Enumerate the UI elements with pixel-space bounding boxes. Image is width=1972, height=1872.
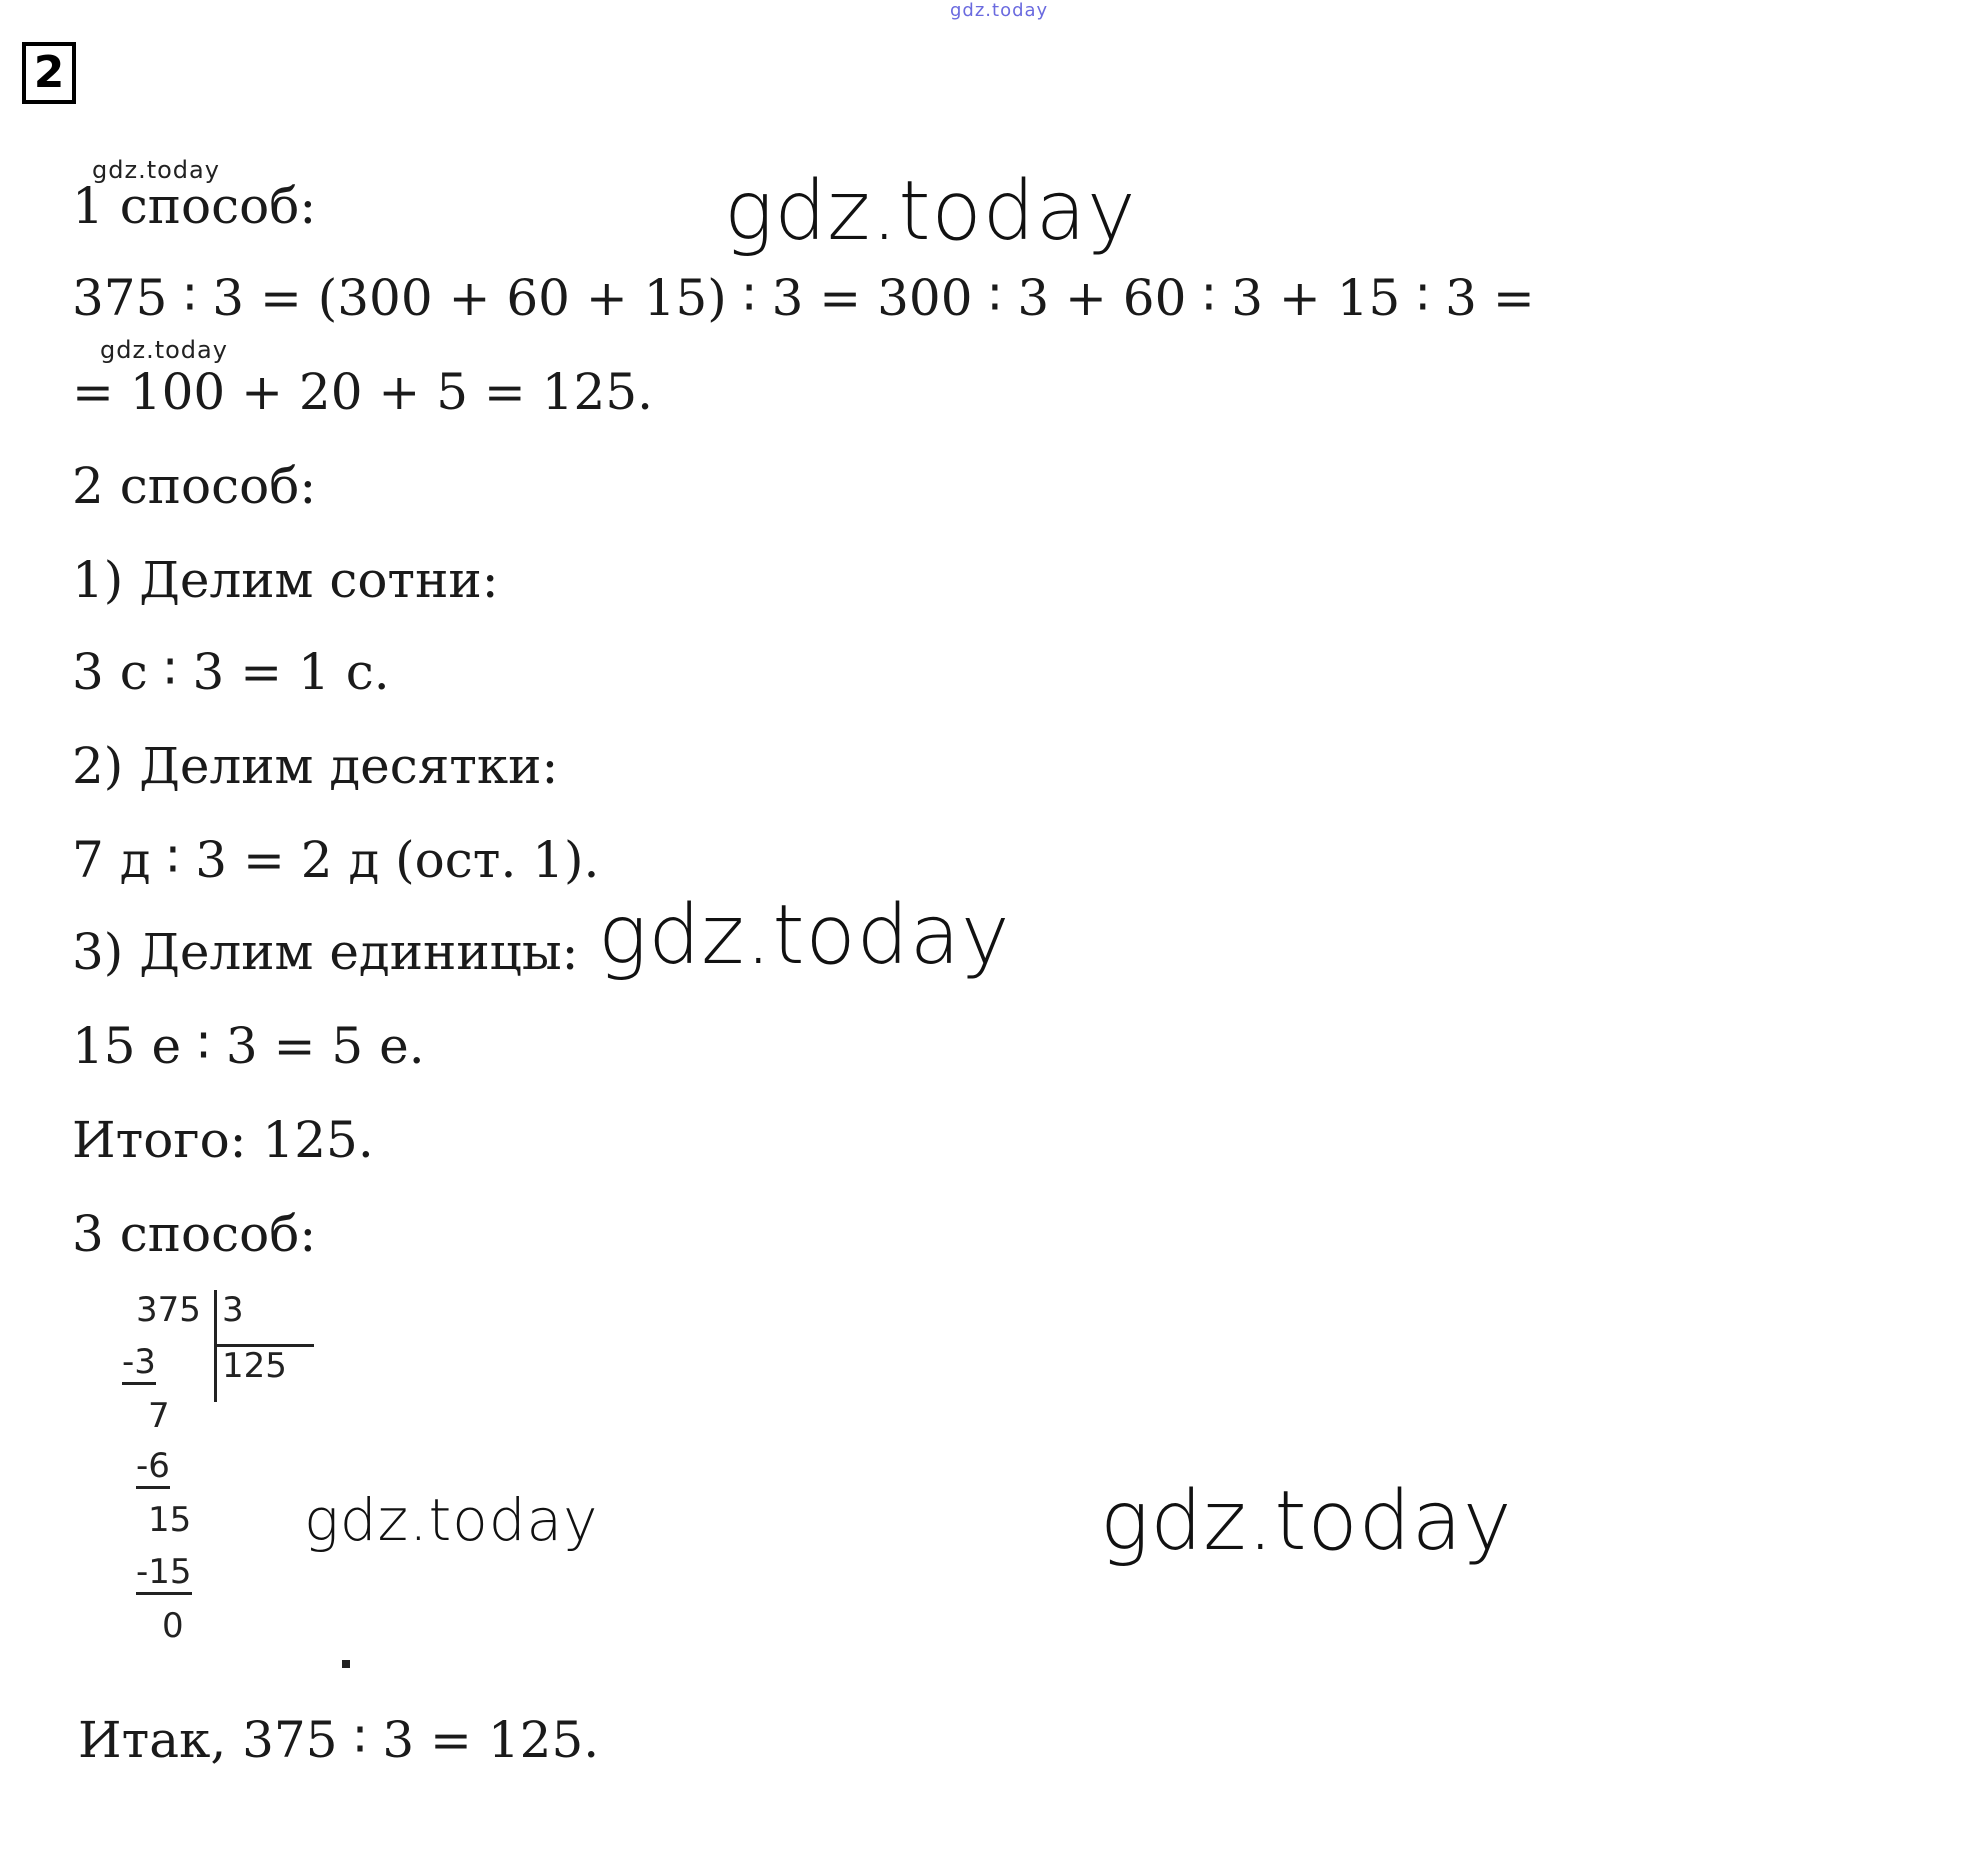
method-1-result: = 100 + 20 + 5 = 125. xyxy=(72,363,654,421)
step-1-label: 1) Делим сотни: xyxy=(72,551,499,609)
watermark-large: gdz.today xyxy=(598,888,1011,983)
divisor: 3 xyxy=(222,1290,244,1330)
conclusion: Итак, 375 ∶ 3 = 125. xyxy=(78,1711,600,1769)
watermark-medium: gdz.today xyxy=(304,1486,599,1554)
step-3-label: 3) Делим единицы: xyxy=(72,923,579,981)
method-1-expression: 375 ∶ 3 = (300 + 60 + 15) ∶ 3 = 300 ∶ 3 + 60 ∶ 3 + 15 ∶ 3 = xyxy=(72,269,1535,327)
watermark-small: gdz.today xyxy=(100,336,228,364)
remainder-1: 7 xyxy=(148,1396,170,1436)
step-1-expression: 3 с ∶ 3 = 1 с. xyxy=(72,643,390,701)
method-2-heading: 2 способ: xyxy=(72,457,317,515)
method-1-heading: 1 способ: xyxy=(72,177,317,235)
step-2-label: 2) Делим десятки: xyxy=(72,737,559,795)
method-3-heading: 3 способ: xyxy=(72,1205,317,1263)
total-line: Итого: 125. xyxy=(72,1111,374,1169)
task-number-box: 2 xyxy=(22,42,76,104)
subtrahend-2: -6 xyxy=(136,1446,170,1489)
remainder-2: 15 xyxy=(148,1500,192,1540)
step-3-expression: 15 е ∶ 3 = 5 е. xyxy=(72,1017,425,1075)
long-division xyxy=(118,1290,318,1670)
watermark-large: gdz.today xyxy=(1100,1474,1513,1569)
dividend: 375 xyxy=(136,1290,201,1330)
subtrahend-3: -15 xyxy=(136,1552,192,1595)
final-remainder: 0 xyxy=(162,1606,184,1646)
watermark-top: gdz.today xyxy=(950,0,1049,21)
watermark-large: gdz.today xyxy=(724,164,1137,259)
period-mark xyxy=(342,1660,350,1668)
subtrahend-1: -3 xyxy=(122,1342,156,1385)
quotient: 125 xyxy=(222,1346,287,1386)
step-2-expression: 7 д ∶ 3 = 2 д (ост. 1). xyxy=(72,831,600,889)
watermark-small: gdz.today xyxy=(92,156,220,184)
